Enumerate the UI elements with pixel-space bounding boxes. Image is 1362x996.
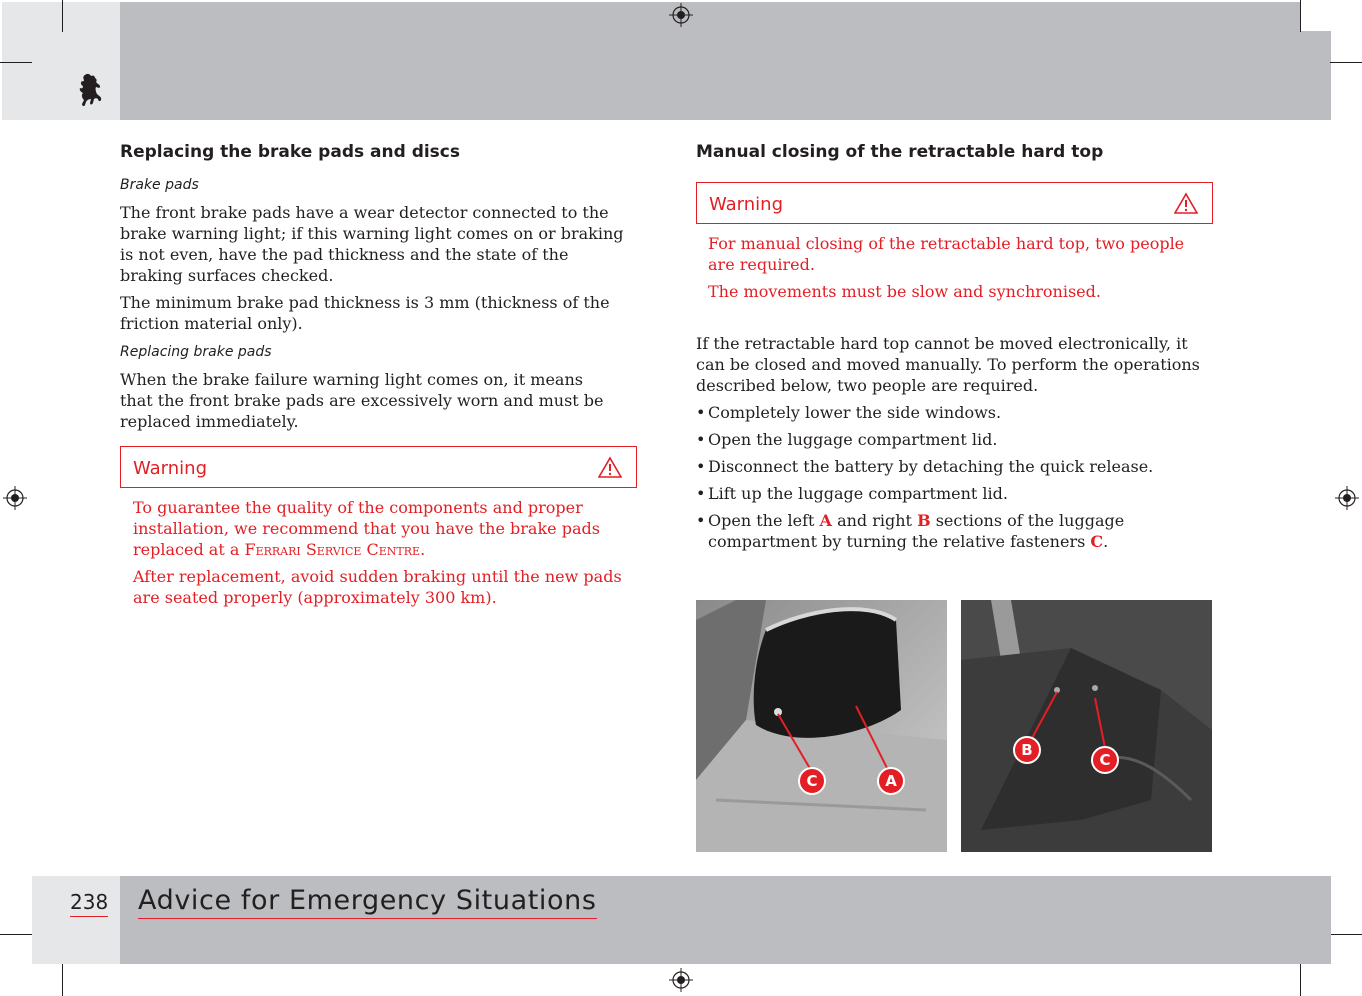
list-item: • Open the left A and right B sections of the luggage compartment by turning the relative fasteners C.: [696, 510, 1212, 552]
paragraph: The movements must be slow and synchronised.: [708, 282, 1101, 301]
crop-mark: [1330, 62, 1362, 63]
subheading-replacing-brake-pads: Replacing brake pads: [120, 344, 272, 360]
registration-mark-icon: [669, 3, 693, 27]
paragraph: The front brake pads have a wear detector connected to the brake warning light; if this warning light comes on or braking is not even, have the pad thickness and the state of the braking surfaces checked.: [120, 203, 624, 285]
photo-luggage-right-section: [961, 600, 1212, 852]
registration-mark-icon: [3, 486, 27, 510]
crop-mark: [62, 964, 63, 996]
paragraph: When the brake failure warning light comes on, it means that the front brake pads are excessively worn and must be replaced immediately.: [120, 370, 604, 431]
warning-triangle-icon: [1174, 192, 1198, 214]
left-body-block-2: [120, 369, 620, 438]
photo-luggage-left-section: [696, 600, 947, 852]
warning-box: [696, 182, 1213, 224]
registration-mark-icon: [669, 968, 693, 992]
right-body-block: [696, 333, 1212, 558]
warning-triangle-icon: [598, 456, 622, 478]
callout-b: B: [1013, 736, 1041, 764]
paragraph: If the retractable hard top cannot be moved electronically, it can be closed and moved manually. To perform the operations described below, two people are required.: [696, 334, 1200, 395]
warning-label: Warning: [709, 194, 784, 215]
subheading-brake-pads: Brake pads: [120, 177, 199, 193]
list-item: • Lift up the luggage compartment lid.: [696, 483, 1212, 504]
photo-illustration: [696, 600, 947, 852]
chapter-title: Advice for Emergency Situations: [138, 884, 597, 919]
ref-a: A: [819, 511, 832, 530]
paragraph: To guarantee the quality of the components and proper installation, we recommend that you have the brake pads replaced at a Ferrari Service Centre.: [133, 498, 600, 559]
crop-mark: [0, 934, 32, 935]
paragraph: The minimum brake pad thickness is 3 mm (thickness of the friction material only).: [120, 293, 610, 333]
crop-mark: [1300, 0, 1301, 32]
list-item: • Open the luggage compartment lid.: [696, 429, 1212, 450]
warning-text: [133, 497, 628, 614]
left-body-block-1: [120, 202, 630, 340]
list-item: • Completely lower the side windows.: [696, 402, 1212, 423]
photo-illustration: [961, 600, 1212, 852]
callout-c: C: [1091, 746, 1119, 774]
ref-b: B: [917, 511, 931, 530]
paragraph: For manual closing of the retractable hard top, two people are required.: [708, 234, 1185, 274]
crop-mark: [62, 0, 63, 32]
warning-text: [708, 233, 1203, 308]
step-list: [696, 402, 1212, 552]
registration-mark-icon: [1335, 486, 1359, 510]
paragraph: After replacement, avoid sudden braking until the new pads are seated properly (approximately 300 km).: [133, 567, 622, 607]
callout-c: C: [798, 767, 826, 795]
right-section-title: Manual closing of the retractable hard top: [696, 142, 1104, 162]
header-band-right: [1300, 31, 1331, 120]
prancing-horse-icon: [76, 72, 104, 108]
header-band: [120, 2, 1300, 120]
warning-box: [120, 446, 637, 488]
page-number: 238: [70, 890, 108, 917]
callout-a: A: [877, 767, 905, 795]
warning-label: Warning: [133, 458, 208, 479]
ref-c: C: [1090, 532, 1104, 551]
brand-name: Ferrari Service Centre: [244, 540, 421, 559]
crop-mark: [1330, 934, 1362, 935]
crop-mark: [0, 62, 32, 63]
crop-mark: [1300, 964, 1301, 996]
list-item: • Disconnect the battery by detaching the quick release.: [696, 456, 1212, 477]
left-section-title: Replacing the brake pads and discs: [120, 142, 460, 162]
